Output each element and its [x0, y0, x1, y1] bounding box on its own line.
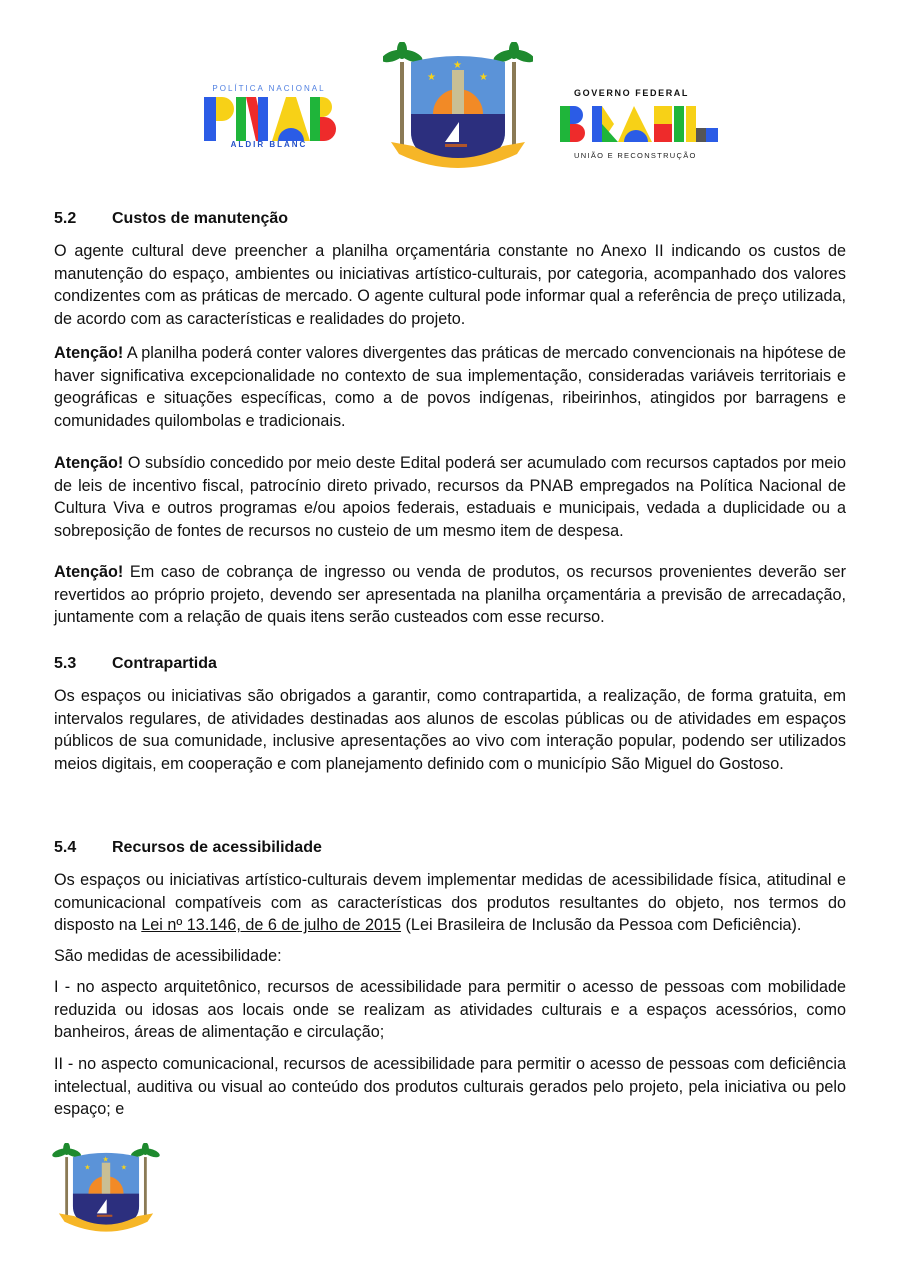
svg-text:★: ★ [102, 1154, 109, 1164]
paragraph-text: (Lei Brasileira de Inclusão da Pessoa com Deficiência). [401, 916, 802, 935]
section-heading-5-4 [54, 837, 846, 860]
section-heading-5-2 [54, 208, 846, 231]
section-title: Custos de manutenção [112, 210, 289, 227]
attention-text: O subsídio concedido por meio deste Edital poderá ser acumulado com recursos captados por meio de leis de incentivo fiscal, patrocínio direto privado, recursos da PNAB empregados na Política Nacional de Cultura Viva e outros programas e/ou apoios federais, estaduais e municipais, vedada a duplicidade ou a sobreposição de fontes de recursos no custeio de um mesmo item de despesa. [54, 454, 846, 540]
attention-text: A planilha poderá conter valores divergentes das práticas de mercado convencionais na hipótese de haver significativa excepcionalidade no contexto de sua implementação, consideradas variáveis territoriais e geográficas e situações específicas, como a de povos indígenas, ribeirinhos, atingidos por barragens e comunidades quilombolas e tradicionais. [54, 344, 846, 430]
lei-13146-link[interactable]: Lei nº 13.146, de 6 de julho de 2015 [141, 916, 402, 935]
governo-federal-brasil-logo [560, 86, 720, 166]
section-title: Contrapartida [112, 655, 217, 672]
attention-text: Em caso de cobrança de ingresso ou venda de produtos, os recursos provenientes deverão ser revertidos ao próprio projeto, devendo ser apresentada na planilha orçamentária a previsão de arrecadação, juntamente com a relação de quais itens serão custeados com esse recurso. [54, 563, 846, 627]
svg-text:★: ★ [120, 1162, 128, 1172]
attention-paragraph-1 [54, 342, 846, 432]
section-heading-5-3 [54, 653, 846, 676]
section-number: 5.2 [54, 210, 77, 227]
footer-crest-logo [50, 1143, 162, 1233]
attention-label: Atenção! [54, 563, 124, 581]
pnab-logo-bottom-text: ALDIR BLANC [230, 140, 308, 149]
pnab-logo-top-text: POLÍTICA NACIONAL [212, 84, 326, 93]
list-item-arquitetonico: I - no aspecto arquitetônico, recursos de acessibilidade para permitir o acesso de pessoas com mobilidade reduzida ou idosas aos locais onde se realizam as atividades culturais e a espaços acessórios, como banheiros, áreas de alimentação e circulação; [54, 978, 846, 1042]
section-title: Recursos de acessibilidade [112, 839, 322, 856]
attention-paragraph-2 [54, 452, 846, 542]
list-item-comunicacional: II - no aspecto comunicacional, recursos de acessibilidade para permitir o acesso de pessoas com deficiência intelectual, auditiva ou visual ao conteúdo dos produtos culturais gerados pelo projeto, pela iniciativa ou pelo espaço; e [54, 1055, 846, 1119]
crest-emblem-icon [50, 1143, 162, 1233]
crest-emblem-icon [383, 42, 533, 170]
sao-miguel-crest-logo [383, 42, 533, 170]
paragraph-text: Os espaços ou iniciativas artístico-culturais devem implementar medidas de acessibilidade física, atitudinal e comunicacional compatíveis com as características dos produtos resultantes do objeto, nos termos do disposto na [54, 871, 846, 935]
pnab-wordmark-icon [200, 95, 340, 145]
section-number: 5.4 [54, 839, 77, 856]
section-number: 5.3 [54, 655, 77, 672]
paragraph-medidas-intro: São medidas de acessibilidade: [54, 947, 282, 965]
svg-text:★: ★ [453, 60, 462, 71]
brasil-wordmark-icon [560, 104, 720, 144]
brasil-logo-bottom-text: UNIÃO E RECONSTRUÇÃO [574, 151, 697, 160]
attention-label: Atenção! [54, 344, 124, 362]
svg-text:★: ★ [427, 72, 436, 83]
paragraph-custos: O agente cultural deve preencher a planilha orçamentária constante no Anexo II indicando os custos de manutenção do espaço, ambientes ou iniciativas artístico-culturais, por categoria, acompanhado dos valores condizentes com as práticas de mercado. O agente cultural pode informar qual a referência de preço utilizada, de acordo com as características e realidades do projeto. [54, 242, 846, 328]
attention-label: Atenção! [54, 454, 124, 472]
pnab-logo [200, 84, 340, 174]
header-logos [0, 40, 900, 180]
svg-text:★: ★ [84, 1162, 91, 1172]
svg-text:★: ★ [479, 72, 488, 83]
brasil-logo-top-text: GOVERNO FEDERAL [574, 88, 690, 98]
paragraph-acessibilidade [54, 869, 846, 937]
paragraph-contrapartida: Os espaços ou iniciativas são obrigados a garantir, como contrapartida, a realização, de forma gratuita, em intervalos regulares, de atividades destinadas aos alunos de escolas públicas ou de atividades em espaços públicos de sua comunidade, inclusive apresentações ao vivo com interação popular, podendo ser utilizados meios digitais, em cooperação e com planejamento definido com o município São Miguel do Gostoso. [54, 687, 846, 773]
attention-paragraph-3 [54, 561, 846, 629]
